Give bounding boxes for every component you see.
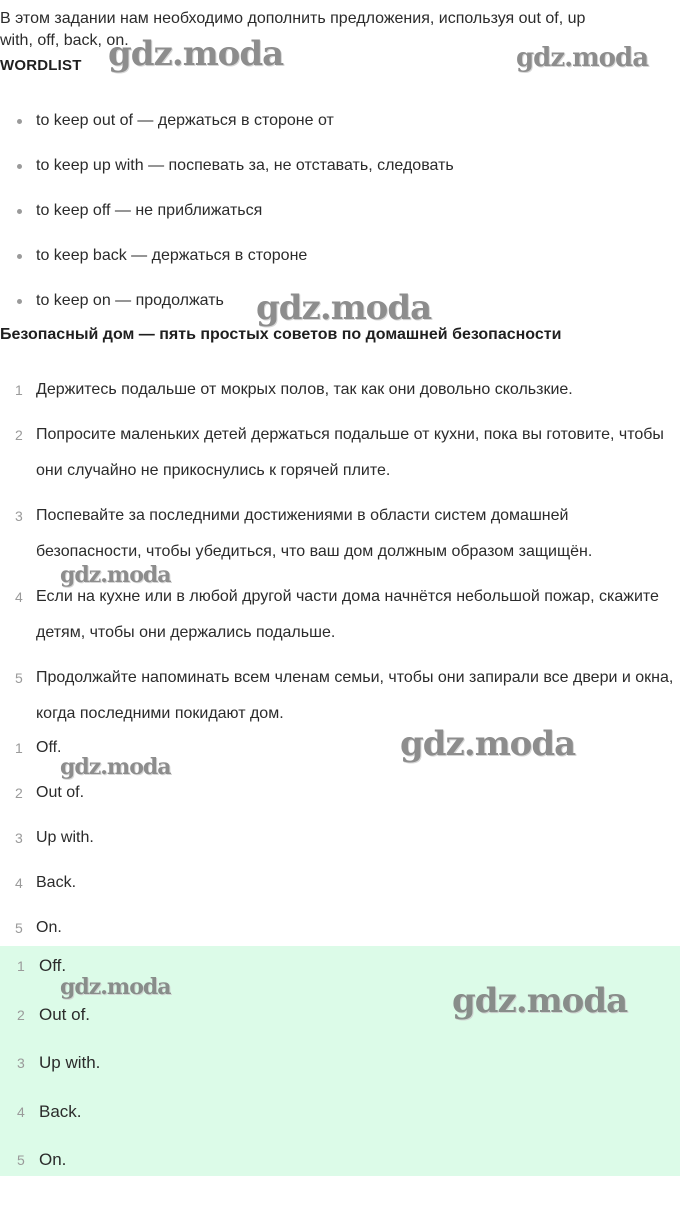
tip-item — [0, 498, 680, 570]
item-number: 2 — [17, 1006, 25, 1023]
watermark: gdz.moda — [516, 43, 649, 73]
tip-text: Попросите маленьких детей держаться подальше от кухни, пока вы готовите, чтобы они случайно не прикоснулись к горячей плите. — [36, 426, 664, 479]
item-number: 5 — [17, 1152, 25, 1168]
answer-item — [0, 820, 680, 865]
section-heading: Безопасный дом — пять простых советов по домашней безопасности — [0, 326, 562, 343]
tips-list — [0, 372, 680, 741]
wordlist-item — [0, 200, 680, 245]
answer-text: On. — [36, 919, 62, 936]
item-number: 1 — [17, 958, 25, 974]
answer-text: Back. — [39, 1101, 82, 1121]
answer-text: Back. — [36, 874, 77, 891]
bullet-icon — [17, 164, 22, 169]
item-number: 4 — [17, 1103, 25, 1120]
bullet-icon — [17, 254, 22, 259]
bullet-icon — [17, 209, 22, 214]
wordlist-item — [0, 155, 680, 200]
watermark: gdz.moda — [60, 562, 171, 588]
tip-item — [0, 417, 680, 489]
answer-box-item — [0, 1094, 680, 1143]
answer-text: On. — [39, 1150, 67, 1169]
item-number: 1 — [15, 382, 23, 398]
watermark: gdz.moda — [400, 724, 576, 764]
item-number: 3 — [15, 508, 23, 524]
tip-text: Продолжайте напоминать всем членам семьи, чтобы они запирали все двери и окна, когда последними покидают дом. — [36, 669, 674, 722]
wordlist-item-text: to keep off — не приближаться — [36, 202, 263, 219]
item-number: 3 — [17, 1055, 25, 1071]
tip-text: Поспевайте за последними достижениями в области систем домашней безопасности, чтобы убедиться, что ваш дом должным образом защищён. — [36, 507, 593, 560]
item-number: 4 — [15, 589, 23, 605]
item-number: 1 — [15, 740, 23, 756]
watermark: gdz.moda — [256, 288, 432, 328]
tip-text: Держитесь подальше от мокрых полов, так как они довольно скользкие. — [36, 381, 573, 398]
answer-text: Up with. — [39, 1053, 101, 1072]
answer-text: Out of. — [36, 784, 85, 801]
watermark: gdz.moda — [452, 981, 628, 1021]
watermark: gdz.moda — [60, 754, 171, 780]
bullet-icon — [17, 299, 22, 304]
tip-item — [0, 579, 680, 651]
wordlist-item-text: to keep out of — держаться в стороне от — [36, 112, 334, 129]
answer-text: Off. — [36, 739, 62, 756]
answer-item — [0, 775, 680, 820]
item-number: 5 — [15, 920, 23, 936]
wordlist-item — [0, 110, 680, 155]
item-number: 2 — [15, 427, 23, 443]
wordlist-item-text: to keep back — держаться в стороне — [36, 247, 308, 264]
tip-item — [0, 660, 680, 732]
intro-text-continued: with, off, back, on. — [0, 32, 129, 49]
answer-text: Off. — [39, 956, 67, 975]
watermark: gdz.moda — [60, 974, 171, 1000]
answer-box-item — [0, 1045, 680, 1094]
tip-item — [0, 372, 680, 408]
tip-text: Если на кухне или в любой другой части дома начнётся небольшой пожар, скажите детям, чтобы они держались подальше. — [36, 588, 659, 641]
item-number: 2 — [15, 785, 23, 801]
wordlist-item-text: to keep up with — поспевать за, не отставать, следовать — [36, 157, 454, 174]
watermark: gdz.moda — [108, 34, 284, 74]
answer-text: Out of. — [39, 1004, 91, 1024]
bullet-icon — [17, 119, 22, 124]
answer-item — [0, 865, 680, 910]
item-number: 4 — [15, 875, 23, 891]
intro-text: В этом задании нам необходимо дополнить предложения, используя out of, up — [0, 10, 586, 27]
wordlist-item — [0, 245, 680, 290]
wordlist-item-text: to keep on — продолжать — [36, 292, 224, 309]
item-number: 3 — [15, 830, 23, 846]
answer-box-item — [0, 1142, 680, 1191]
answer-text: Up with. — [36, 829, 94, 846]
wordlist-heading: WORDLIST — [0, 57, 82, 74]
item-number: 5 — [15, 670, 23, 686]
